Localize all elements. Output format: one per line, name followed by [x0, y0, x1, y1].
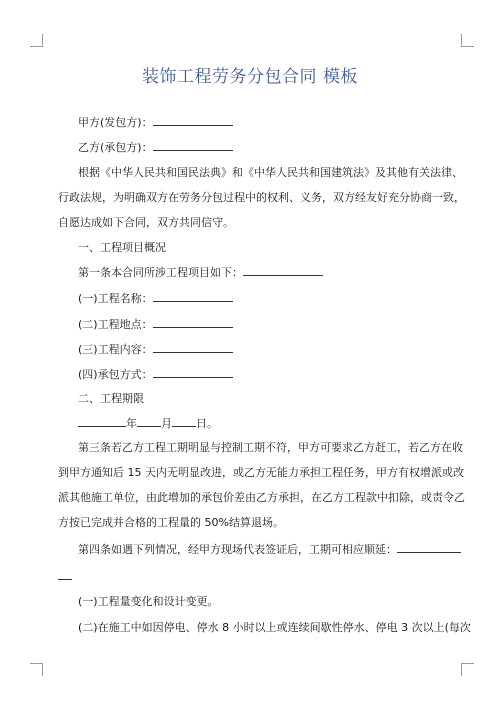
year-blank[interactable]	[78, 417, 126, 427]
article-3-line-4: 方按已完成并合格的工程量的 50%结算退场。	[58, 516, 284, 529]
party-a-label: 甲方(发包方)：	[78, 116, 153, 129]
project-content-blank[interactable]	[153, 343, 233, 353]
project-location-line	[78, 318, 233, 332]
contract-mode-label: (四)承包方式：	[78, 368, 153, 381]
intro-line-3: 自愿达成如下合同，双方共同信守。	[58, 216, 234, 229]
party-a-blank[interactable]	[153, 116, 233, 126]
clause-2-line: (二)在施工中如因停电、停水 8 小时以上或连续间歇性停水、停电 3 次以上(每次	[78, 621, 471, 634]
article-1-line	[78, 266, 323, 280]
article-3-line-3: 派其他施工单位，由此增加的承包价差由乙方承担，在乙方工程款中扣除，或责令乙	[58, 491, 465, 504]
section-heading-2: 二、工程期限	[78, 392, 144, 405]
article-1-blank[interactable]	[243, 266, 323, 276]
article-3-line-2: 到甲方通知后 15 天内无明显改进，或乙方无能力承担工程任务，甲方有权增派或改	[58, 466, 464, 479]
project-name-line	[78, 292, 233, 306]
date-line	[78, 417, 218, 431]
party-b-label: 乙方(承包方)：	[78, 141, 153, 154]
crop-mark-top-left	[30, 34, 43, 47]
day-blank[interactable]	[172, 417, 196, 427]
clause-1-line: (一)工程量变化和设计变更。	[78, 595, 219, 608]
document-title: 装饰工程劳务分包合同 模板	[142, 67, 358, 87]
project-location-blank[interactable]	[153, 318, 233, 328]
article-4-text: 第四条如遇下列情况，经甲方现场代表签证后，工期可相应顺延：	[78, 543, 397, 556]
intro-line-1: 根据《中华人民共和国民法典》和《中华人民共和国建筑法》及其他有关法律、	[78, 166, 463, 179]
intro-line-2: 行政法规，为明确双方在劳务分包过程中的权利、义务，双方经友好充分协商一致，	[58, 191, 465, 204]
crop-mark-top-right	[461, 34, 474, 47]
project-name-blank[interactable]	[153, 292, 233, 302]
party-b-blank[interactable]	[153, 141, 233, 151]
month-blank[interactable]	[137, 417, 161, 427]
article-4-line	[78, 543, 461, 557]
project-location-label: (二)工程地点：	[78, 318, 153, 331]
party-a-line	[78, 116, 233, 130]
article-3-line-1: 第三条若乙方工程工期明显与控制工期不符，甲方可要求乙方赶工，若乙方在收	[78, 441, 463, 454]
article-4-blank-tail[interactable]	[58, 570, 72, 580]
crop-mark-bottom-left	[30, 663, 43, 676]
article-1-text: 第一条本合同所涉工程项目如下：	[78, 266, 243, 279]
project-name-label: (一)工程名称：	[78, 292, 153, 305]
article-4-blank-continuation	[58, 570, 72, 584]
day-label: 日。	[196, 417, 218, 430]
party-b-line	[78, 141, 233, 155]
month-label: 月	[161, 417, 172, 430]
crop-mark-bottom-right	[461, 663, 474, 676]
contract-mode-blank[interactable]	[153, 368, 233, 378]
article-4-blank[interactable]	[397, 543, 461, 553]
project-content-label: (三)工程内容：	[78, 343, 153, 356]
contract-mode-line	[78, 368, 233, 382]
section-heading-1: 一、工程项目概况	[78, 241, 166, 254]
year-label: 年	[126, 417, 137, 430]
project-content-line	[78, 343, 233, 357]
